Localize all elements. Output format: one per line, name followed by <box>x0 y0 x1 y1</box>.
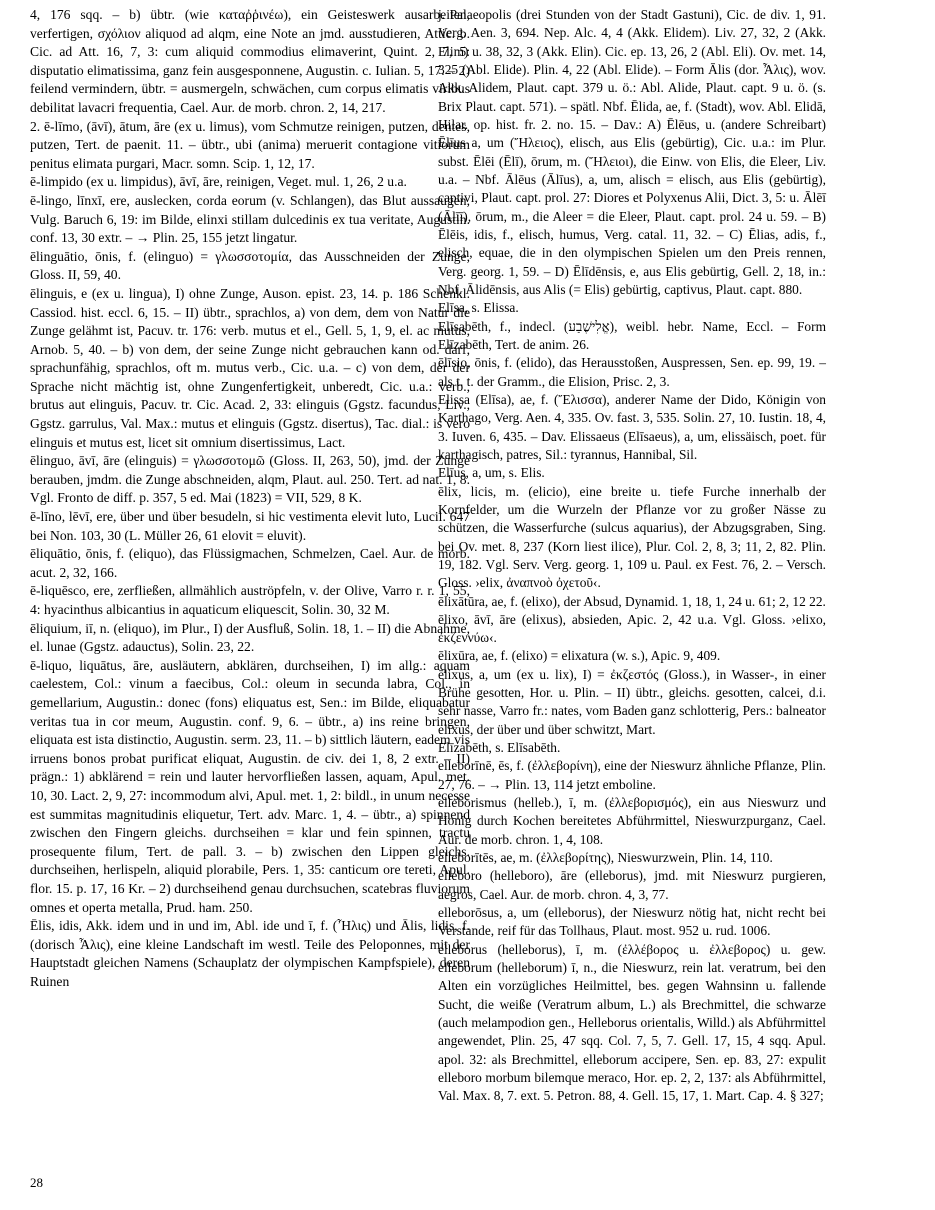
entry: ē-liquo, liquātus, āre, ausläutern, abklären, durchseihen, I) im allg.: aquam caelestem, Col.: vinum a faecibus, Col.: oleum in secunda labra, Col., in gemellarium, Augustin.: donec (fons) eliquatus est, Sen.: im Bilde, eliquabatur veritas tua in cor meum, Augustin. conf. 9, 6. – übtr., a) ins reine bringen, eliquata est ista distinctio, Augustin. serm. 23, 11. – b) sittlich läutern, eadem vis irruens bonos probat purificat eliquat, Augustin. de civ. dei 1, 8, 2 extr. – II) prägn.: 1) abklärend = rein und lauter hervorfließen lassen, aquam, Apul. met. 10, 30. Lact. 2, 9, 27: incommodum alvi, Apul. met. 1, 2: bildl., in unum necesse est summitas magnitudinis eliquetur, Tert. adv. Marc. 1, 4. – übtr., a) spinnend zwischen den Fingern gleichs. durchseihen = klar und fein spinnen, tractu prosequente filum, Tert. de pall. 3. – b) zwischen den Lippen gleichs. durchseihen, herlispeln, aliquid plorabile, Pers. 1, 35: canticum ore tereti, Apul. flor. 15. p. 17, 16 Kr. – 2) durchseihend genau durchsuchen, scatebras fluviorum omnes et operta metalla, Prud. ham. 250. <box>30 657 470 915</box>
right-column <box>438 6 826 1106</box>
entry: ēlixūra, ae, f. (elixo) = elixatura (w. s.), Apic. 9, 409. <box>438 648 721 664</box>
entry: 4, 176 sqq. – b) übtr. (wie καταῤῥινέω), ein Geisteswerk ausarbeiten, verfertigen, σχόλιον aliquod ad alqm, eine Note an jmd. ausstudieren, Attic. b. Cic. ad Att. 16, 7, 3: cum aliquid commodius elimaverint, Quint. 2, 7, 5: disputatio elimatissima, ganz fein ausgesponnene, Augustin. c. Iulian. 5, 17. – 2) feilend vermindern, übtr. = ausmergeln, schwächen, cum corpus elimatis viribus debilitat lavacri frequentia, Cael. Aur. de morb. chron. 2, 14, 217. <box>30 7 470 115</box>
entry: ēlinguo, āvī, āre (elinguis) = γλωσσοτομῶ (Gloss. II, 263, 50), jmd. der Zunge berauben, jmdm. die Zunge abschneiden, alqm, Plaut. aul. 250. Tert. ad nat. 1, 8. Vgl. Fronto de diff. p. 357, 5 ed. Mai (1823) = VII, 529, 8 K. <box>30 453 470 506</box>
entry: Elīsabēth, f., indecl. (אֱלִישֶׁבַע), weibl. hebr. Name, Eccl. – Form Elīzabēth, Tert. de anim. 26. <box>438 318 827 352</box>
entry: Elīzabēth, s. Elīsabēth. <box>438 740 561 756</box>
entry: ēlix, licis, m. (elicio), eine breite u. tiefe Furche innerhalb der Kornfelder, um die Wurzeln der Pflanze vor zu großer Nässe zu schützen, die Wasserfurche (sulcus aquarius), der Abzugsgraben, Sing. bei Ov. met. 8, 237 (Korn liest ilice), Plur. Col. 2, 8, 3; 11, 2, 82. Plin. 19, 182. Vgl. Serv. Verg. georg. 1, 109 u. Paul. ex Fest. 76, 2. – Versch. Gloss. ›elix, ἀναπνοὸ ὀχετοῦ‹. <box>438 483 826 591</box>
entry: elleboro (helleboro), āre (elleborus), jmd. mit Nieswurz purgieren, aegros, Cael. Aur. de morb. chron. 4, 3, 77. <box>438 868 826 902</box>
entry: ē-liquēsco, ere, zerfließen, allmählich auströpfeln, v. der Olive, Varro r. r. 1, 55, 4: hyacinthus albicantius in aquaticum eliquescit, Solin. 30, 32 M. <box>30 583 470 617</box>
entry: Elissa (Elīsa), ae, f. (Ἔλισσα), anderer Name der Dido, Königin von Karthago, Verg. Aen. 4, 335. Ov. fast. 3, 535. Solin. 27, 10. Iustin. 18, 4, 3. Iuven. 6, 435. – Dav. Elissaeus (Elīsaeus), a, um, elissäisch, poet. für karthagisch, patres, Sil.: tyrannus, Hannibal, Sil. <box>438 391 826 462</box>
entry: Ēlis, idis, Akk. idem und in und im, Abl. ide und ī, f. (Ἦλις) und Ālis, lidis, f. (dorisch Ἆλις), eine kleine Landschaft im westl. Teile des Peloponnes, mit der Hauptstadt gleichen Namens (Schauplatz der olympischen Kampfspiele), deren Ruinen <box>30 918 470 989</box>
left-column <box>30 6 470 991</box>
entry: ē-līno, lēvī, ere, über und über besudeln, si hic vestimenta elevit luto, Lucil. 647 bei Non. 103, 30 (L. Müller 26, 61 elovit = eluvit). <box>30 509 470 543</box>
entry: ēlinguis, e (ex u. lingua), I) ohne Zunge, Auson. epist. 23, 14. p. 186 Schenkl. Cassiod. hist. eccl. 6, 15. – II) übtr., sprachlos, a) von dem, dem von Natur die Zunge gelähmt ist, Pacuv. tr. 176: verb. mutus et el., Gell. 5, 1, 9, el. ac mutus, Arnob. 5, 40. – b) von dem, der seine Zunge nicht gebrauchen kann od. darf, sprachunfähig, sprachlos, oft m. mutus verb., Cic. u.a. – c) von dem, der der Sprache nicht mächtig ist, ohne Zungenfertigkeit, unberedt, Cic. u.a.: verb., brutus aut elinguis, Pacuv. tr. Cic. Acad. 2, 33: elinguis (Ggstz. facundus, Liv., Ggstz. garrulus, Val. Max.: mutus et elinguis (Ggstz. disertus), Tac. dial.: is vero elinguis et mutus est, licet sit omnium disertissimus, Lact. <box>30 285 470 450</box>
entry: ē-limpido (ex u. limpidus), āvī, āre, reinigen, Veget. mul. 1, 26, 2 u.a. <box>30 174 407 190</box>
entry: Elīsa, s. Elissa. <box>438 300 519 316</box>
entry: ēlixātūra, ae, f. (elixo), der Absud, Dynamid. 1, 18, 1, 24 u. 61; 2, 12 22. <box>438 593 826 609</box>
entry: ēlixus, a, um (ex u. lix), I) = ἐκζεστός (Gloss.), in Wasser-, in einer Brühe gesotten, Hor. u. Plin. – II) übtr., gleichs. gesotten, calcei, d.i. sehr nasse, Varro fr.: nates, vom Baden ganz schlotterig, Pers.: balneator elixus, der über und über schwitzt, Mart. <box>438 666 826 737</box>
entry: ē-lingo, līnxī, ere, auslecken, corda eorum (v. Schlangen), das Blut aussaugen, Vulg. Baruch 6, 19: im Bilde, elinxi stillam dulcedinis ex tua veritate, Augustin. conf. 13, 30 extr. – → Plin. 25, 155 jetzt lingatur. <box>30 192 470 246</box>
page-number: 28 <box>30 1175 43 1190</box>
entry: ēlinguātio, ōnis, f. (elinguo) = γλωσσοτομία, das Ausschneiden der Zunge, Gloss. II, 59, 40. <box>30 248 470 283</box>
entry: Elīus, a, um, s. Elis. <box>438 465 545 481</box>
entry: elleborismus (helleb.), ī, m. (ἐλλεβορισμός), ein aus Nieswurz und Honig durch Kochen bereitetes Abführmittel, Nieswurzpurganz, Cael. Aur. de morb. chron. 1, 4, 108. <box>438 795 826 847</box>
entry: j. Palaeopolis (drei Stunden von der Stadt Gastuni), Cic. de div. 1, 91. Verg. Aen. 3, 694. Nep. Alc. 4, 4 (Akk. Elidem). Liv. 27, 32, 2 (Akk. Elim) u. 38, 32, 3 (Akk. Elin). Cic. ep. 13, 26, 2 (Abl. Eli). Ov. met. 14, 325 (Abl. Elide). Plin. 4, 22 (Abl. Elide). – Form Ālis (dor. Ἆλις), wov. Akk. Alidem, Plaut. capt. 379 u. ö.: Abl. Alide, Plaut. capt. 9 u. ö. (s. Brix Plaut. capt. 571). – spätl. Nbf. Ēlida, ae, f. (Stadt), wov. Abl. Elidā, Hilar. op. hist. fr. 2. no. 15. – Dav.: A) Ēlēus, u. (andere Schreibart) Ēlīus a, um (Ἤλειος), elisch, aus Elis (gebürtig), Cic. u.a.: im Plur. subst. Ēlēi (Ēlī), ōrum, m. (Ἤλειοι), die Einw. von Elis, die Eleer, Liv. u.a. – Nbf. Ālēus (Ālīus), a, um, alisch = elisch, aus Elis (gebürtig), captivi, Plaut. capt. prol. 27: Diores et Polyxenus Alii, Dict. 3, 5: u. Ālēī (Ālīī), ōrum, m., die Aleer = die Eleer, Plaut. capt. prol. 24 u. 59. – B) Ēlēis, idis, f., elisch, humus, Verg. catal. 11, 32. – C) Ēlias, adis, f., elisch, equae, die in den olympischen Spielen um den Preis rennen, Verg. georg. 1, 59. – D) Ēlīdēnsis, e, aus Elis gebürtig, Gell. 2, 18, in.: Nbf. Ālidēnsis, aus Alis (= Elis) gebürtig, captivus, Plaut. capt. 880. <box>438 7 826 297</box>
entry: ēlixo, āvī, āre (elixus), absieden, Apic. 2, 42 u.a. Vgl. Gloss. ›elixo, ἐκζεννύω‹. <box>438 611 826 646</box>
entry: ēliquium, iī, n. (eliquo), im Plur., I) der Ausfluß, Solin. 18, 1. – II) die Abnahme, el. lunae (Ggstz. adauctus), Solin. 23, 22. <box>30 620 470 655</box>
entry: elleborus (helleborus), ī, m. (ἐλλέβορος u. ἐλλεβορος) u. gew. elleborum (helleborum) ī, n., die Nieswurz, rein lat. veratrum, bei den Alten ein vorzügliches Heilmittel, bes. gegen Wahnsinn u. fallende Sucht, die weiße (Veratrum album, L.) als Brechmittel, die schwarze (auch melampodion gen., Helleborus orientalis, Willd.) als Abführmittel angewendet, Plin. 25, 47 sqq. Col. 7, 5, 7. Gell. 17, 15, 4 sqq. Apul. apol. 32: als Brechmittel, elleborum accipere, Sen. ep. 83, 27: expulit elleboro morbum bilemque meraco, Hor. ep. 2, 2, 137: als Abführmittel, Val. Max. 8, 7. ext. 5. Petron. 88, 4. Gell. 15, 17, 1. Mart. Cap. 4. § 327; <box>438 941 826 1104</box>
entry: elleborītēs, ae, m. (ἐλλεβορίτης), Nieswurzwein, Plin. 14, 110. <box>438 850 773 866</box>
entry: elleborōsus, a, um (elleborus), der Nieswurz nötig hat, nicht recht bei Verstande, reif für das Tollhaus, Plaut. most. 952 u. rud. 1006. <box>438 905 826 939</box>
entry: 2. ē-līmo, (āvī), ātum, āre (ex u. limus), vom Schmutze reinigen, putzen, dentes, putzen, Tert. de paenit. 11. – übtr., ubi (anima) meruerit contagione vitiorum penitus elimata purgari, Macr. somn. Scip. 1, 12, 17. <box>30 118 470 171</box>
entry: ēliquātio, ōnis, f. (eliquo), das Flüssigmachen, Schmelzen, Cael. Aur. de morb. acut. 2, 32, 166. <box>30 546 470 580</box>
entry: ēlīsio, ōnis, f. (elido), das Herausstoßen, Auspressen, Sen. ep. 99, 19. – als t. t. der Gramm., die Elision, Prisc. 2, 3. <box>438 355 826 389</box>
entry: elleborīnē, ēs, f. (ἐλλεβορίνη), eine der Nieswurz ähnliche Pflanze, Plin. 27, 76. – → Plin. 13, 114 jetzt emboline. <box>438 758 826 792</box>
